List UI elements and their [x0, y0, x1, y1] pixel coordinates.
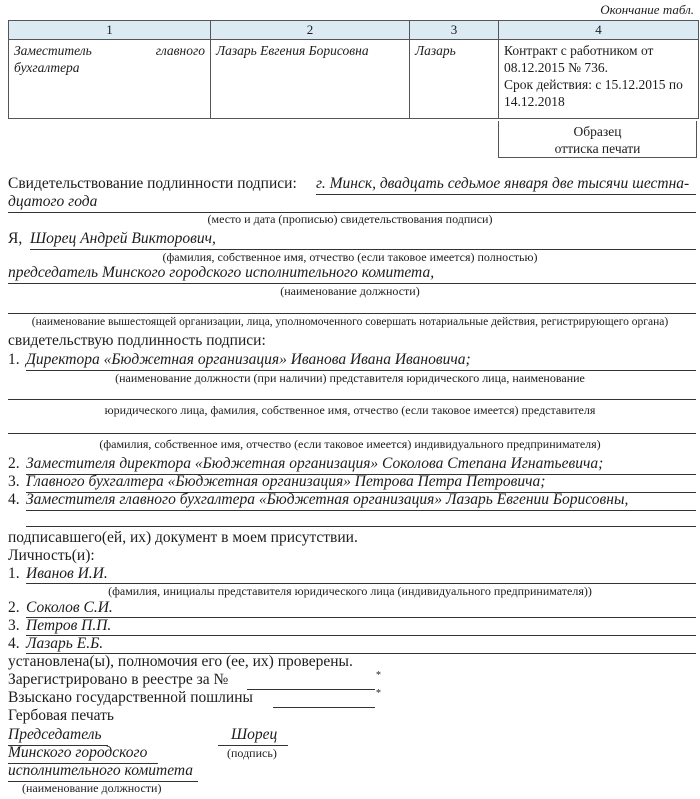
contract-term: Срок действия: с 15.12.2015 по 14.12.2018	[504, 77, 683, 109]
stamp-label: оттиска печати	[554, 141, 641, 156]
identity-1: Иванов И.И.	[26, 565, 108, 582]
identity-number: 1.	[8, 565, 20, 582]
signer-1: Директора «Бюджетная организация» Иванова Ивана Ивановича;	[26, 351, 471, 368]
contracts-table	[8, 20, 699, 119]
column-header: 3	[410, 21, 499, 40]
cell-surname: Лазарь	[410, 40, 499, 119]
signer-3: Главного бухгалтера «Бюджетная организация» Петрова Петра Петровича;	[26, 473, 546, 490]
identity-number: 3.	[8, 617, 20, 634]
cell-contract	[499, 40, 699, 119]
identity-3: Петров П.П.	[26, 617, 112, 634]
signer-number: 3.	[8, 473, 20, 490]
signatory-position: исполнительного комитета	[8, 762, 194, 779]
notary-org-caption: (наименование вышестоящей организации, лица, уполномоченного совершать нотариальные действия, регистрирующего органа)	[31, 316, 669, 328]
signed-text: подписавшего(ей, их) документ в моем присутствии.	[8, 529, 358, 546]
position-caption: (наименование должности)	[22, 781, 162, 795]
seal-label: Гербовая печать	[8, 707, 114, 724]
stamp-sample-box	[498, 121, 697, 158]
contract-number: Контракт с работником от 08.12.2015 № 736.	[504, 43, 654, 75]
cert-place-date: г. Минск, двадцать седьмое января две тысячи шестна-	[316, 175, 690, 192]
identity-4: Лазарь Е.Б.	[26, 635, 104, 652]
column-header: 2	[211, 21, 410, 40]
signature: Шорец	[231, 726, 278, 743]
notary-name: Шорец Андрей Викторович,	[30, 230, 216, 247]
notary-prefix: Я,	[8, 230, 23, 247]
duty-label: Взыскано государственной пошлины	[8, 689, 253, 706]
duty-amount-field	[273, 690, 375, 708]
footnote-star: *	[376, 688, 381, 699]
identity-number: 4.	[8, 635, 20, 652]
cert-label: Свидетельствование подлинности подписи:	[8, 175, 297, 192]
signer-caption-1: (наименование должности (при наличии) представителя юридического лица, наименование	[115, 371, 585, 385]
table-header-row	[9, 21, 699, 40]
cert-caption: (место и дата (прописью) свидетельствования подписи)	[207, 212, 493, 226]
certifies-text: свидетельствую подлинность подписи:	[8, 332, 266, 349]
stamp-label: Образец	[573, 124, 622, 139]
signer-caption-2: юридического лица, фамилия, собственное имя, отчество (если таковое имеется) представителя	[104, 403, 596, 417]
registry-label: Зарегистрировано в реестре за №	[8, 671, 229, 688]
signer-number: 4.	[8, 491, 20, 508]
identity-caption: (фамилия, инициалы представителя юридического лица (индивидуального предпринимателя))	[108, 584, 592, 598]
signer-2: Заместителя директора «Бюджетная организация» Соколова Степана Игнатьевича;	[26, 455, 604, 472]
cell-position: Заместитель главного бухгалтера	[9, 40, 211, 119]
registry-number-field	[247, 672, 375, 690]
signer-number: 1.	[8, 351, 20, 368]
column-header: 1	[9, 21, 211, 40]
signatory-position: Председатель	[8, 726, 102, 743]
established-text: установлена(ы), полномочия его (ее, их) проверены.	[8, 653, 353, 670]
notary-position-caption: (наименование должности)	[280, 284, 420, 298]
signature-caption: (подпись)	[227, 746, 277, 760]
signer-caption-3: (фамилия, собственное имя, отчество (если таковое имеется) индивидуального предпринимателя)	[99, 437, 601, 451]
notary-position: председатель Минского городского исполнительного комитета,	[8, 264, 435, 281]
identity-2: Соколов С.И.	[26, 599, 113, 616]
column-header: 4	[499, 21, 699, 40]
notary-name-caption: (фамилия, собственное имя, отчество (если таковое имеется) полностью)	[162, 250, 538, 264]
cert-place-date-cont: дцатого года	[8, 193, 98, 210]
signer-4: Заместителя главного бухгалтера «Бюджетная организация» Лазарь Евгении Борисовны,	[26, 491, 629, 508]
signer-number: 2.	[8, 455, 20, 472]
cell-full-name: Лазарь Евгения Борисовна	[211, 40, 410, 119]
table-caption: Окончание табл.	[600, 2, 694, 17]
identity-number: 2.	[8, 599, 20, 616]
table-row	[9, 40, 699, 119]
signatory-position: Минского городского	[8, 744, 148, 761]
footnote-star: *	[376, 670, 381, 681]
identity-label: Личность(и):	[8, 547, 95, 564]
